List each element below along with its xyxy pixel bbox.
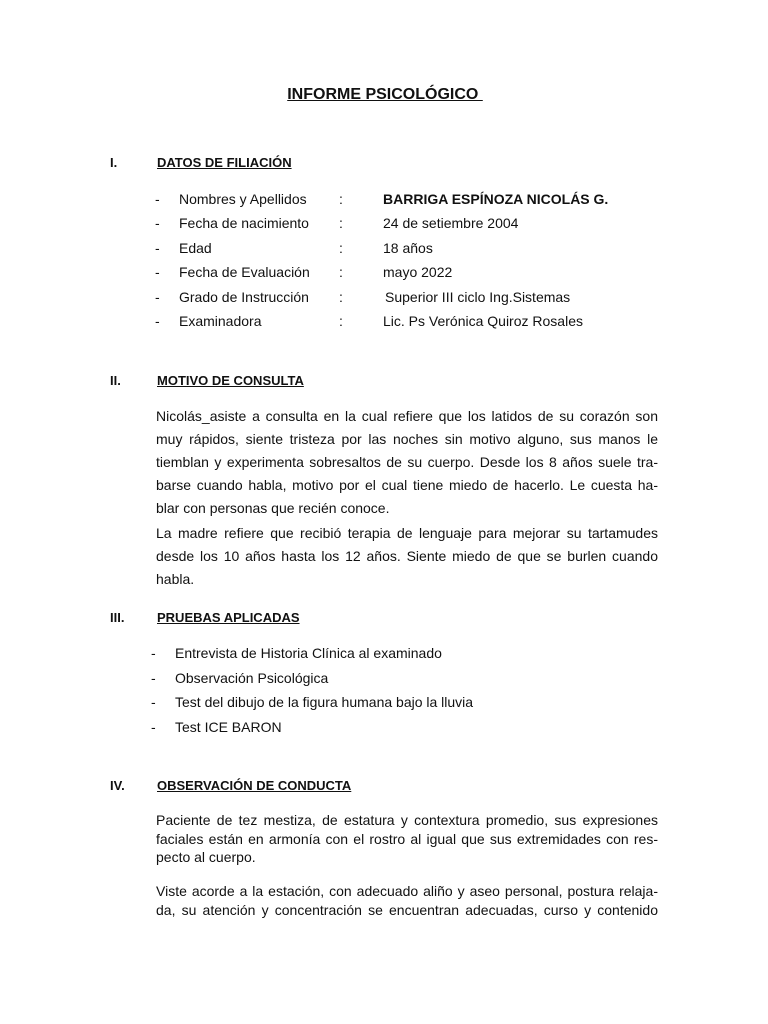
- field-row-fecha-evaluacion: [0, 264, 768, 284]
- field-label: Fecha de nacimiento: [179, 215, 309, 231]
- observacion-paragraph-2: [156, 882, 658, 920]
- list-dash: -: [151, 645, 156, 661]
- field-row-examinadora: [0, 313, 768, 333]
- field-label: Fecha de Evaluación: [179, 264, 310, 280]
- field-colon: :: [339, 264, 343, 280]
- field-label: Examinadora: [179, 313, 262, 329]
- section-number: III.: [110, 610, 125, 625]
- section-heading-datos-filiacion: DATOS DE FILIACIÓN: [157, 155, 292, 170]
- section-number: I.: [110, 155, 118, 170]
- field-value: 18 años: [383, 240, 433, 256]
- field-label: Grado de Instrucción: [179, 289, 309, 305]
- motivo-paragraph-2: [156, 522, 658, 591]
- field-colon: :: [339, 240, 343, 256]
- list-dash: -: [155, 191, 160, 207]
- paragraph-line: La madre refiere que recibió terapia de lenguaje para mejorar su tartamudes: [156, 525, 658, 541]
- field-colon: :: [339, 215, 343, 231]
- field-label: Edad: [179, 240, 212, 256]
- list-dash: -: [155, 240, 160, 256]
- motivo-paragraph-1: [156, 405, 658, 520]
- paragraph-line: blar con personas que recién conoce.: [156, 500, 390, 516]
- field-value: Lic. Ps Verónica Quiroz Rosales: [383, 313, 583, 329]
- list-item-text: Observación Psicológica: [175, 670, 329, 686]
- paragraph-line: barse cuando habla, motivo por el cual tiene miedo de hacerlo. Le cuesta ha-: [156, 477, 658, 493]
- paragraph-line: pecto al cuerpo.: [156, 849, 256, 865]
- paragraph-line: desde los 10 años hasta los 12 años. Siente miedo de que se burlen cuando: [156, 548, 658, 564]
- field-row-fecha-nacimiento: [0, 215, 768, 235]
- paragraph-line: faciales están en armonía con el rostro al igual que sus extremidades con res-: [156, 830, 658, 847]
- field-colon: :: [339, 313, 343, 329]
- paragraph-line: tiemblan y experimenta sobresaltos de su cuerpo. Desde los 8 años suele tra-: [156, 454, 658, 470]
- paragraph-line: da, su atención y concentración se encuentran adecuadas, curso y contenido: [156, 902, 658, 918]
- list-item-text: Test del dibujo de la figura humana bajo la lluvia: [175, 694, 474, 710]
- list-dash: -: [151, 719, 156, 735]
- section-number: IV.: [110, 778, 125, 793]
- section-number: II.: [110, 373, 121, 388]
- paragraph-line: Paciente de tez mestiza, de estatura y contextura promedio, sus expresiones: [156, 812, 658, 828]
- document-title: INFORME PSICOLÓGICO: [287, 86, 483, 103]
- list-item: [0, 719, 768, 739]
- paragraph-line: habla.: [156, 571, 195, 587]
- field-value: mayo 2022: [383, 264, 453, 280]
- section-heading-pruebas-aplicadas: PRUEBAS APLICADAS: [157, 610, 300, 625]
- paragraph-line: Nicolás_asiste a consulta en la cual refiere que los latidos de su corazón son: [156, 408, 658, 424]
- paragraph-line: muy rápidos, siente tristeza por las noches sin motivo alguno, sus manos le: [156, 431, 658, 447]
- list-dash: -: [155, 264, 160, 280]
- section-heading-motivo-consulta: MOTIVO DE CONSULTA: [157, 373, 304, 388]
- field-colon: :: [339, 191, 343, 207]
- section-heading-observacion-conducta: OBSERVACIÓN DE CONDUCTA: [157, 778, 352, 793]
- field-value: Superior III ciclo Ing.Sistemas: [385, 289, 571, 305]
- field-row-grado-instruccion: [0, 289, 768, 309]
- list-item: [0, 670, 768, 690]
- field-label: Nombres y Apellidos: [179, 191, 307, 207]
- list-dash: -: [155, 313, 160, 329]
- paragraph-line: Viste acorde a la estación, con adecuado aliño y aseo personal, postura relaja-: [156, 883, 658, 899]
- list-dash: -: [151, 694, 156, 710]
- list-dash: -: [155, 289, 160, 305]
- list-item: [0, 645, 768, 665]
- field-row-nombres: [0, 191, 768, 211]
- field-value: BARRIGA ESPÍNOZA NICOLÁS G.: [383, 191, 609, 207]
- observacion-paragraph-1: [156, 811, 658, 867]
- field-row-edad: [0, 240, 768, 260]
- list-item-text: Test ICE BARON: [175, 719, 282, 735]
- field-colon: :: [339, 289, 343, 305]
- list-item-text: Entrevista de Historia Clínica al examinado: [175, 645, 442, 661]
- list-dash: -: [155, 215, 160, 231]
- field-value: 24 de setiembre 2004: [383, 215, 519, 231]
- list-dash: -: [151, 670, 156, 686]
- list-item: [0, 694, 768, 714]
